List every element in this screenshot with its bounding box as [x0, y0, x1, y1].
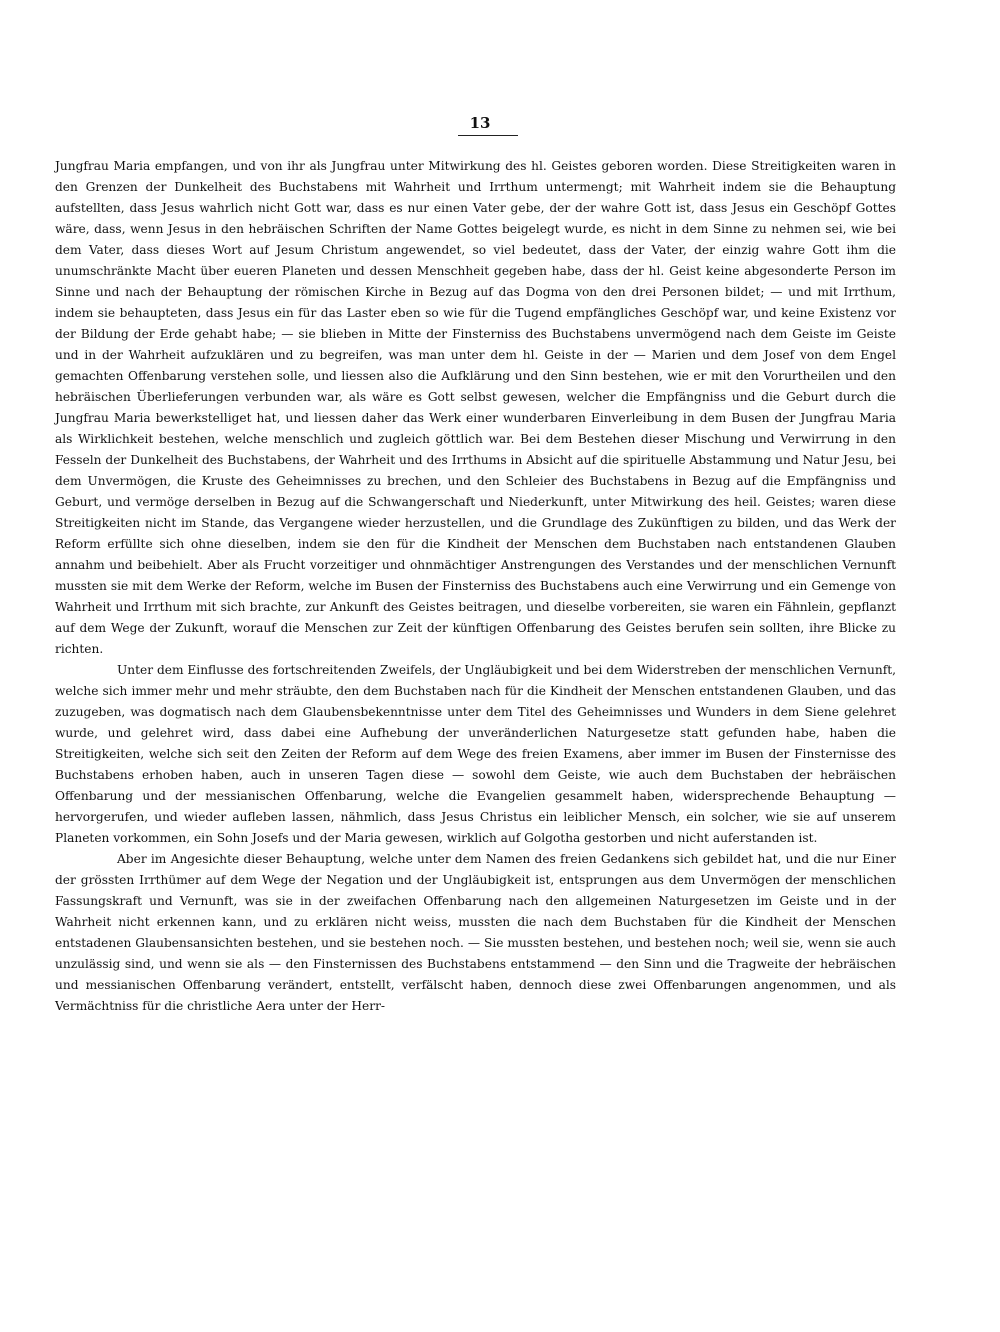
body-text: [55, 156, 896, 1017]
page-number: 13: [469, 114, 491, 132]
paragraph-3: Aber im Angesichte dieser Behauptung, welche unter dem Namen des freien Gedankens sich gebildet hat, und die nur Einer der grössten Irrthümer auf dem Wege der Negation und der Ungläubigkeit ist, entsprungen aus dem Unvermögen der menschlichen Fassungskraft und Vernunft, was sie in der zweifachen Offenbarung nach den allgemeinen Naturgesetzen im Geiste und in der Wahrheit nicht erkennen kann, und zu erklären nicht weiss, mussten die nach dem Buchstaben für die Kindheit der Menschen entstadenen Glaubensansichten bestehen, und sie bestehen noch. — Sie mussten bestehen, und bestehen noch; weil sie, wenn sie auch unzulässig sind, und wenn sie als — den Finsternissen des Buchstabens entstammend — den Sinn und die Tragweite der hebräischen und messianischen Offenbarung verändert, entstellt, verfälscht haben, dennoch diese zwei Offenbarungen angenommen, und als Vermächtniss für die christliche Aera unter der Herr-: [55, 852, 896, 1013]
paragraph-1: Jungfrau Maria empfangen, und von ihr als Jungfrau unter Mitwirkung des hl. Geistes geboren worden. Diese Streitigkeiten waren in den Grenzen der Dunkelheit des Buchstabens mit Wahrheit und Irrthum untermengt; mit Wahrheit indem sie die Behauptung aufstellten, dass Jesus wahrlich nicht Gott war, dass es nur einen Vater gebe, der der wahre Gott ist, dass Jesus ein Geschöpf Gottes wäre, dass, wenn Jesus in den hebräischen Schriften der Name Gottes beigelegt wurde, es nicht in dem Sinne zu nehmen sei, wie bei dem Vater, dass dieses Wort auf Jesum Christum angewendet, so viel bedeutet, dass der Vater, der einzig wahre Gott ihm die unumschränkte Macht über eueren Planeten und dessen Menschheit gegeben habe, dass der hl. Geist keine abgesonderte Person im Sinne und nach der Behauptung der römischen Kirche in Bezug auf das Dogma von den drei Personen bildet; — und mit Irrthum, indem sie behaupteten, dass Jesus ein für das Laster eben so wie für die Tugend empfängliches Geschöpf war, und keine Existenz vor der Bildung der Erde gehabt habe; — sie blieben in Mitte der Finsterniss des Buchstabens unvermögend nach dem Geiste im Geiste und in der Wahrheit aufzuklären und zu begreifen, was man unter dem hl. Geiste in der — Marien und dem Josef von dem Engel gemachten Offenbarung verstehen solle, und liessen also die Aufklärung und den Sinn bestehen, wie er mit den Vorurtheilen und den hebräischen Überlieferungen verbunden war, als wäre es Gott selbst gewesen, welcher die Empfängniss und die Geburt durch die Jungfrau Maria bewerkstelliget hat, und liessen daher das Werk einer wunderbaren Einverleibung in dem Busen der Jungfrau Maria als Wirklichkeit bestehen, welche menschlich und zugleich göttlich war. Bei dem Bestehen dieser Mischung und Verwirrung in den Fesseln der Dunkelheit des Buchstabens, der Wahrheit und des Irrthums in Absicht auf die spirituelle Abstammung und Natur Jesu, bei dem Unvermögen, die Kruste des Geheimnisses zu brechen, und den Schleier des Buchstabens in Bezug auf die Empfängniss und Geburt, und vermöge derselben in Bezug auf die Schwangerschaft und Niederkunft, unter Mitwirkung des heil. Geistes; waren diese Streitigkeiten nicht im Stande, das Vergangene wieder herzustellen, und die Grundlage des Zukünftigen zu bilden, und das Werk der Reform erfüllte sich ohne dieselben, indem sie den für die Kindheit der Menschen dem Buchstaben nach entstandenen Glauben annahm und beibehielt. Aber als Frucht vorzeitiger und ohnmächtiger Anstrengungen des Verstandes und der menschlichen Vernunft mussten sie mit dem Werke der Reform, welche im Busen der Finsterniss des Buchstabens auch eine Verwirrung und ein Gemenge von Wahrheit und Irrthum mit sich brachte, zur Ankunft des Geistes beitragen, und dieselbe vorbereiten, sie waren ein Fähnlein, gepflanzt auf dem Wege der Zukunft, worauf die Menschen zur Zeit der künftigen Offenbarung des Geistes berufen sein sollten, ihre Blicke zu richten.: [55, 159, 896, 656]
paragraph-2: Unter dem Einflusse des fortschreitenden Zweifels, der Ungläubigkeit und bei dem Widerstreben der menschlichen Vernunft, welche sich immer mehr und mehr sträubte, den dem Buchstaben nach für die Kindheit der Menschen entstandenen Glauben, und das zuzugeben, was dogmatisch nach dem Glaubensbekenntnisse unter dem Titel des Geheimnisses und Wunders in dem Siene gelehret wurde, und gelehret wird, dass dabei eine Aufhebung der unveränderlichen Naturgesetze statt gefunden habe, haben die Streitigkeiten, welche sich seit den Zeiten der Reform auf dem Wege des freien Examens, aber immer im Busen der Finsternisse des Buchstabens erhoben haben, auch in unseren Tagen diese — sowohl dem Geiste, wie auch dem Buchstaben der hebräischen Offenbarung und der messianischen Offenbarung, welche die Evangelien gesammelt haben, widersprechende Behauptung — hervorgerufen, und wieder aufleben lassen, nähmlich, dass Jesus Christus ein leiblicher Mensch, ein solcher, wie sie auf unserem Planeten vorkommen, ein Sohn Josefs und der Maria gewesen, wirklich auf Golgotha gestorben und nicht auferstanden ist.: [55, 663, 896, 845]
header-rule: [458, 135, 518, 136]
